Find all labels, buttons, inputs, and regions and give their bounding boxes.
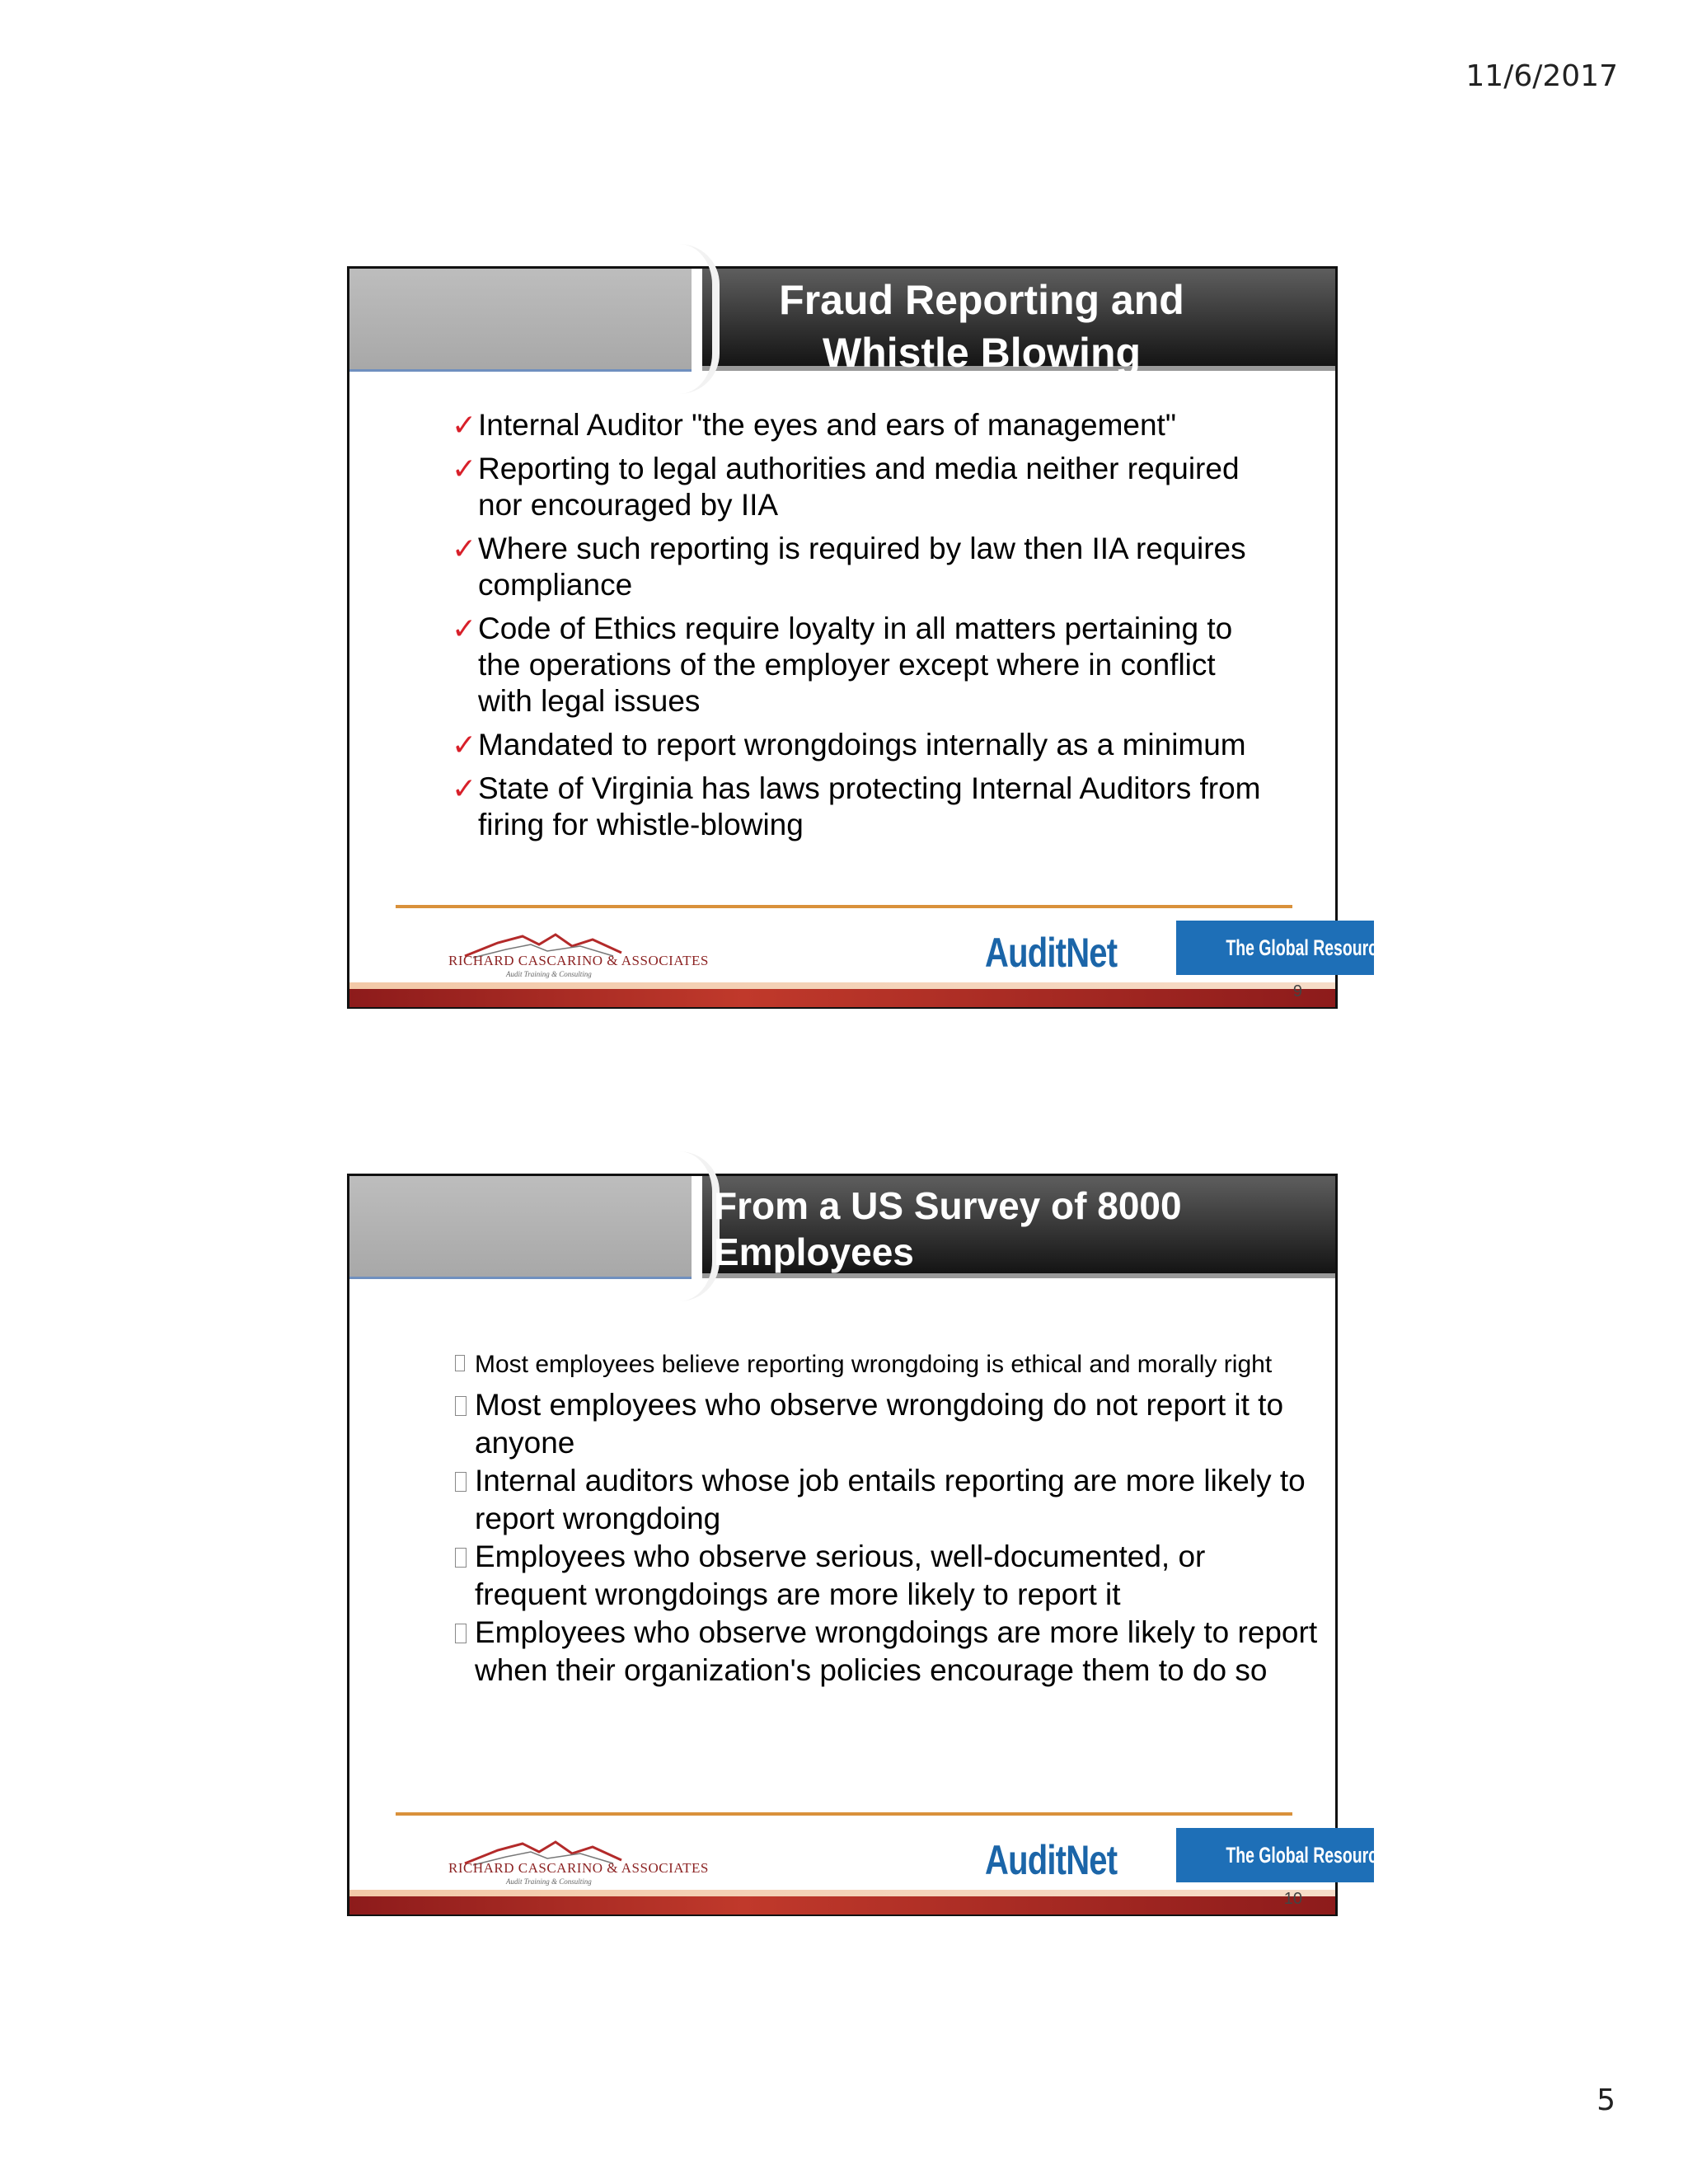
slide-us-survey: [347, 1174, 1482, 1916]
auditnet-logo-word: AuditNet: [985, 930, 1118, 976]
missing-glyph-box-icon: [455, 1355, 465, 1371]
bullet-text: Internal auditors whose job entails reporting are more likely to report wrongdoing: [475, 1464, 1306, 1535]
missing-glyph-box-icon: [455, 1624, 467, 1643]
bullet-text: State of Virginia has laws protecting Internal Auditors from firing for whistle-blowing: [478, 771, 1261, 841]
bullet-text: Employees who observe serious, well-documented, or frequent wrongdoings are more likely to report it: [475, 1540, 1206, 1611]
check-mark-icon: ✓: [452, 452, 477, 485]
cascarino-logo-tagline: Audit Training & Consulting: [506, 1877, 592, 1886]
footer-bar-highlight: [349, 1890, 1335, 1896]
bullet-text: Mandated to report wrongdoings internally as a minimum: [478, 728, 1246, 762]
bullet-text: Employees who observe wrongdoings are more likely to report when their organization's policies encourage them to do so: [475, 1615, 1318, 1687]
footer-bar-highlight: [349, 982, 1335, 989]
list-item: [455, 1538, 1320, 1614]
cascarino-logo-name: RICHARD CASCARINO & ASSOCIATES: [448, 953, 709, 968]
slide-fraud-reporting: [347, 266, 1482, 1009]
check-mark-icon: ✓: [452, 771, 477, 805]
slide-title: [714, 1183, 1182, 1275]
bullet-text: Code of Ethics require loyalty in all matters pertaining to the operations of the employer except where in conflict with legal issues: [478, 612, 1233, 718]
check-mark-icon: ✓: [452, 728, 477, 762]
cascarino-logo-tagline: Audit Training & Consulting: [506, 970, 592, 978]
header-gray-panel: [349, 269, 692, 372]
bullet-list: [455, 1347, 1320, 1690]
slide-number: 10: [1283, 1890, 1302, 1908]
page-date: 11/6/2017: [1465, 59, 1618, 93]
auditnet-tagline-text: The Global Resource for Auditors: [1226, 1843, 1482, 1868]
bullet-text: Where such reporting is required by law then IIA requires compliance: [478, 532, 1246, 602]
cascarino-logo: [448, 925, 709, 982]
list-item: [452, 611, 1263, 719]
missing-glyph-box-icon: [455, 1548, 467, 1568]
bullet-text: Internal Auditor "the eyes and ears of management": [478, 408, 1176, 442]
list-item: [452, 771, 1263, 843]
missing-glyph-box-icon: [455, 1472, 467, 1492]
header-gray-panel: [349, 1176, 692, 1279]
bullet-text: Reporting to legal authorities and media neither required nor encouraged by IIA: [478, 452, 1240, 522]
auditnet-logo-tagline: [1176, 1828, 1482, 1882]
check-mark-icon: ✓: [452, 532, 477, 565]
check-mark-icon: ✓: [452, 612, 477, 645]
slide-title: [702, 274, 1335, 379]
list-item: [455, 1614, 1320, 1690]
footer-bar: [349, 1896, 1335, 1915]
bullet-text: Most employees believe reporting wrongdoing is ethical and morally right: [475, 1351, 1273, 1378]
bullet-text: Most employees who observe wrongdoing do not report it to anyone: [475, 1388, 1284, 1460]
cascarino-logo: [448, 1832, 709, 1890]
auditnet-logo-tagline: [1176, 921, 1482, 975]
bullet-list: [452, 407, 1263, 851]
cascarino-logo-name: RICHARD CASCARINO & ASSOCIATES: [448, 1860, 709, 1876]
list-item: [452, 531, 1263, 603]
list-item: [455, 1462, 1320, 1538]
list-item: [452, 451, 1263, 523]
list-item: [455, 1347, 1320, 1381]
slide-number: 9: [1292, 982, 1302, 1001]
slide-title-line2: Employees: [714, 1230, 914, 1273]
slide-title-line2: Whistle Blowing: [822, 330, 1142, 376]
list-item: [455, 1386, 1320, 1462]
list-item: [452, 727, 1263, 763]
footer-rule: [396, 905, 1292, 908]
slide-title-line1: Fraud Reporting and: [779, 277, 1184, 323]
footer-rule: [396, 1812, 1292, 1816]
list-item: [452, 407, 1263, 443]
page-number: 5: [1597, 2083, 1615, 2117]
missing-glyph-box-icon: [455, 1396, 467, 1416]
slide-title-line1: From a US Survey of 8000: [714, 1184, 1182, 1227]
auditnet-logo-word: AuditNet: [985, 1837, 1118, 1883]
auditnet-tagline-text: The Global Resource for Auditors: [1226, 935, 1482, 960]
footer-bar: [349, 989, 1335, 1007]
check-mark-icon: ✓: [452, 408, 477, 442]
